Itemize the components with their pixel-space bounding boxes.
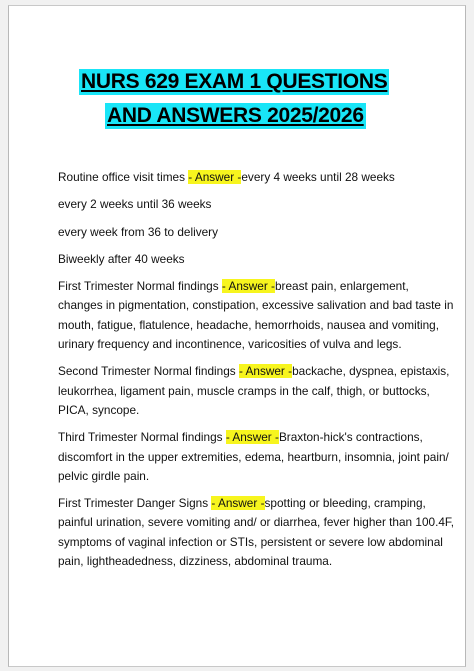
answer-marker: - Answer - (225, 430, 279, 445)
document-body (58, 168, 456, 579)
answer-marker: - Answer - (221, 279, 275, 294)
answer-marker: - Answer - (238, 364, 293, 379)
question-text: Third Trimester Normal findings (58, 430, 226, 445)
answer-text: every 4 weeks until 28 weeks (241, 170, 395, 184)
text-line-biweekly: Biweekly after 40 weeks (58, 251, 185, 266)
document-page (8, 5, 466, 667)
title-line-1: NURS 629 EXAM 1 QUESTIONS (81, 70, 388, 93)
answer-text: Braxton-hick's contractions, discomfort in the upper extremities, edema, heartburn, insomnia, joint pain/ pelvic girdle pain. (58, 430, 449, 483)
answer-text: backache, dyspnea, epistaxis, leukorrhea, ligament pain, muscle cramps in the calf, thigh, or buttocks, PICA, syncope. (58, 364, 450, 417)
question-text: Routine office visit times (58, 170, 189, 184)
question-text: First Trimester Normal findings (58, 279, 222, 294)
qa-entry-visit-times (58, 168, 456, 187)
answer-marker: - Answer - (188, 170, 242, 184)
question-text: First Trimester Danger Signs (58, 496, 212, 511)
text-line-2-weeks: every 2 weeks until 36 weeks (58, 197, 212, 212)
text-line-every-week: every week from 36 to delivery (58, 224, 218, 239)
answer-marker: - Answer - (211, 496, 265, 511)
answer-text: breast pain, enlargement, changes in pigmentation, constipation, excessive salivation and bad taste in mouth, fatigue, flatulence, headache, hemorrhoids, nausea and vomiting, urinary frequency and incontinence, varicosities of vulva and legs. (58, 279, 454, 352)
question-text: Second Trimester Normal findings (58, 364, 239, 379)
qa-entry-third-trimester-normal (58, 428, 456, 486)
qa-entry-first-trimester-normal (58, 277, 456, 354)
answer-text: spotting or bleeding, cramping, painful urination, severe vomiting and/ or diarrhea, fever higher than 100.4F, symptoms of vaginal infection or STIs, persistent or severe low abdominal pain, lightheadedness, dizziness, abdominal trauma. (58, 496, 455, 569)
qa-entry-second-trimester-normal (58, 362, 456, 420)
title-line-2: AND ANSWERS 2025/2026 (107, 104, 364, 127)
qa-entry-first-trimester-danger (58, 494, 456, 571)
